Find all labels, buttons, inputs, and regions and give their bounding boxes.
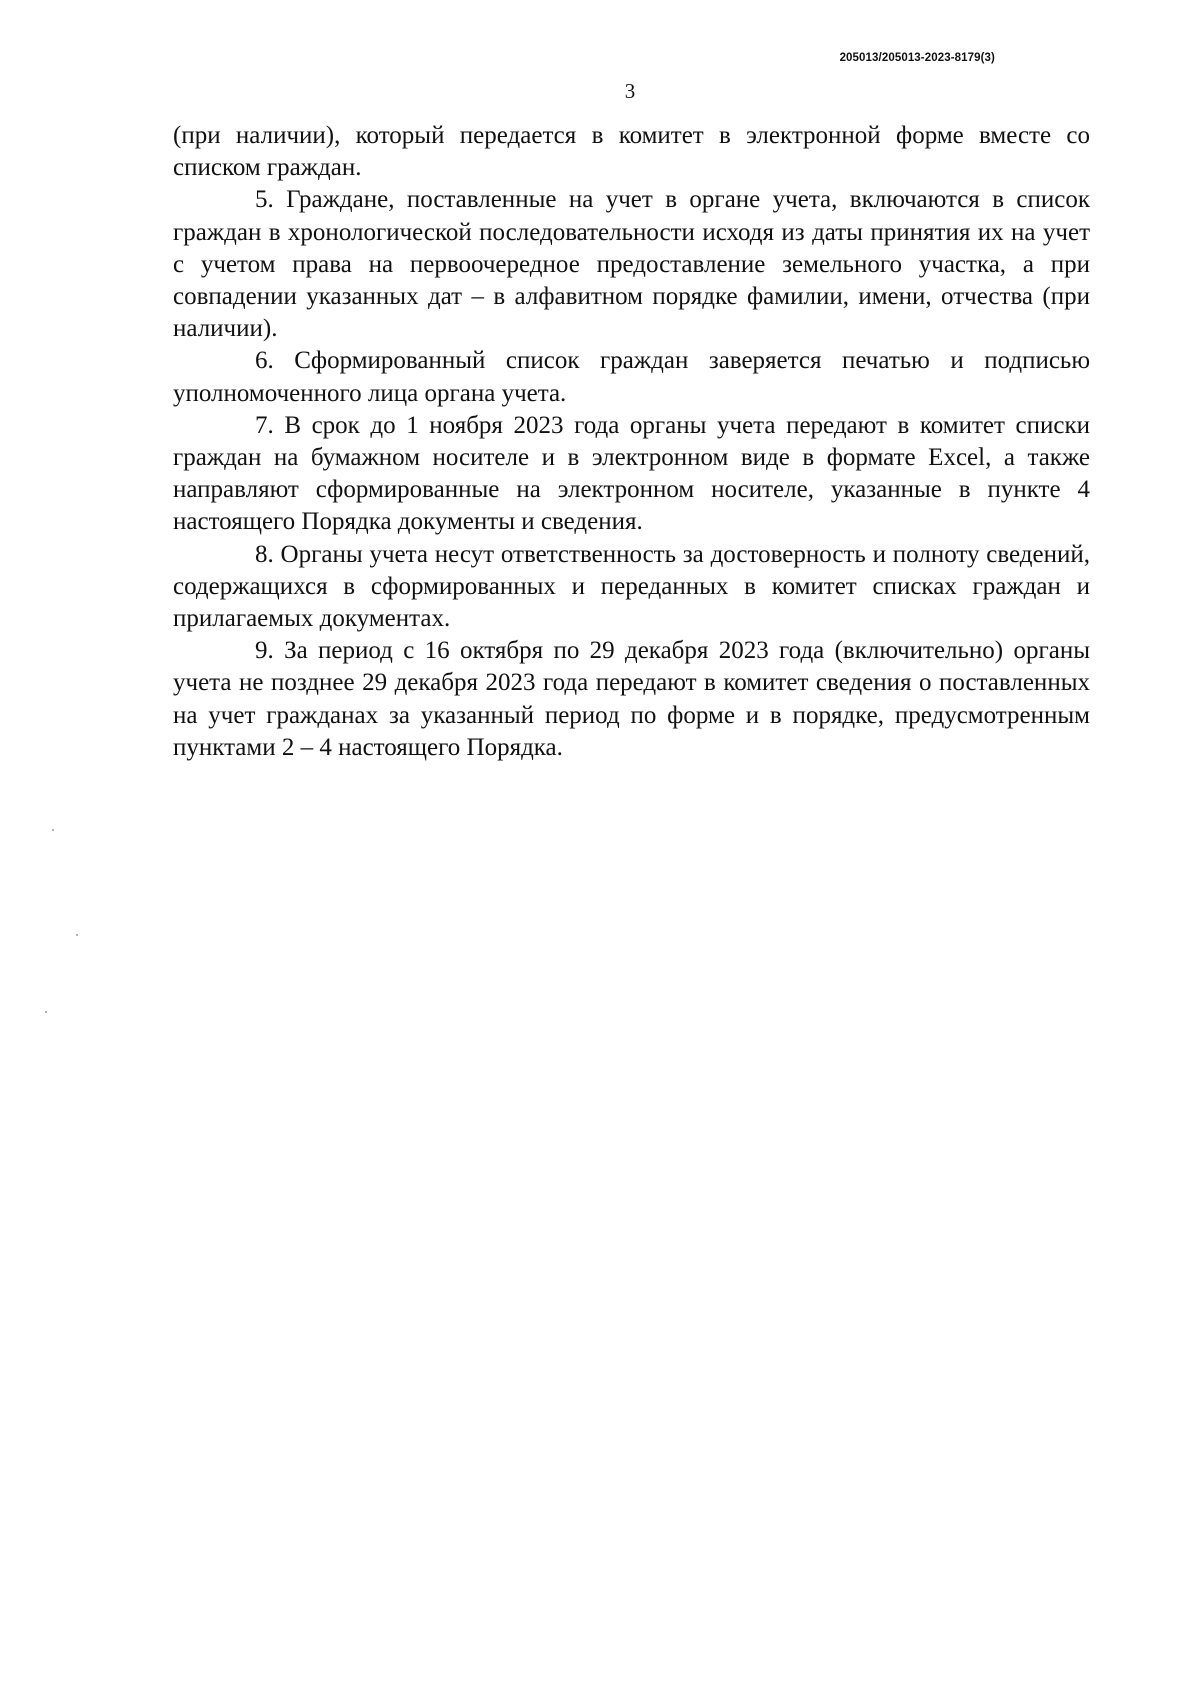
scan-speck <box>76 934 78 936</box>
document-body <box>173 120 1090 764</box>
page-number: 3 <box>624 79 636 103</box>
paragraph-item-7: 7. В срок до 1 ноября 2023 года органы учета передают в комитет списки граждан на бумажном носителе и в электронном виде в формате Excel, а также направляют сформированные на электронном носителе, указанные в пункте 4 настоящего Порядка документы и сведения. <box>173 411 1090 536</box>
paragraph-continuation: (при наличии), который передается в комитет в электронной форме вместе со списком граждан. <box>173 122 1090 182</box>
paragraph-item-6: 6. Сформированный список граждан заверяется печатью и подписью уполномоченного лица органа учета. <box>173 347 1090 407</box>
paragraph-item-5: 5. Граждане, поставленные на учет в органе учета, включаются в список граждан в хронологической последовательности исходя из даты принятия их на учет с учетом права на первоочередное предоставление земельного участка, а при совпадении указанных дат – в алфавитном порядке фамилии, имени, отчества (при наличии). <box>173 186 1090 343</box>
scan-speck <box>52 829 54 831</box>
paragraph-item-9: 9. За период с 16 октября по 29 декабря 2023 года (включительно) органы учета не позднее 29 декабря 2023 года передают в комитет сведения о поставленных на учет гражданах за указанный период по форме и в порядке, предусмотренным пунктами 2 – 4 настоящего Порядка. <box>173 637 1090 761</box>
paragraph-item-8: 8. Органы учета несут ответственность за достоверность и полноту сведений, содержащихся в сформированных и переданных в комитет списках граждан и прилагаемых документах. <box>173 540 1090 633</box>
scan-speck <box>45 1011 47 1013</box>
document-id: 205013/205013-2023-8179(3) <box>839 52 995 64</box>
